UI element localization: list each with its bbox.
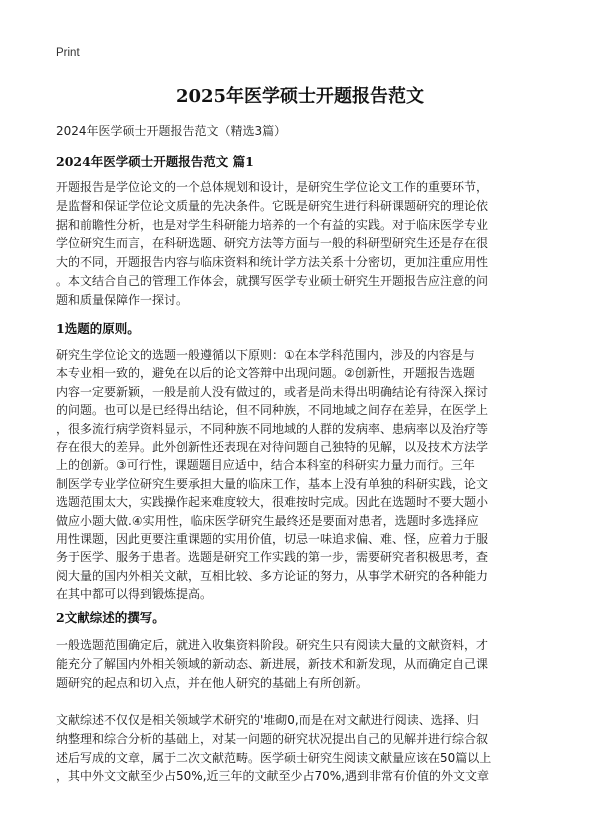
- section-heading: 2024年医学硕士开题报告范文 篇1: [56, 154, 254, 169]
- text-line: 用性课题，因此更要注重课题的实用价值，切忌一味追求偏、难、怪，应着力于服: [56, 531, 489, 546]
- text-line: 的问题。也可以是已经得出结论，但不同种族，不同地域之间存在差异，在医学上: [56, 403, 489, 418]
- text-line: 研究生学位论文的选题一般遵循以下原则：①在本学科范围内，涉及的内容是与: [56, 348, 475, 362]
- heading-literature-review: 2文献综述的撰写。: [56, 610, 165, 625]
- literature-paragraph-1: [56, 636, 561, 692]
- text-line: 纳整理和综合分析的基础上，对某一问题的研究状况提出自己的见解并进行综合叙: [56, 731, 489, 746]
- selection-paragraph: [56, 346, 561, 603]
- text-line: 题和质量保障作一探讨。: [56, 292, 189, 307]
- text-line: 在其中都可以得到锻炼提高。: [56, 587, 213, 602]
- text-line: ，其中外文文献至少占50%,近三年的文献至少占70%,遇到非常有价值的外文文章: [56, 769, 489, 784]
- text-line: 大的不同，开题报告内容与临床资料和统计学方法关系十分密切，更加注重应用性: [56, 255, 489, 270]
- text-line: 做应小题大做.④实用性，临床医学研究生最终还是要面对患者，选题时多选择应: [56, 513, 479, 528]
- text-line: 据和前瞻性分析，也是对学生科研能力培养的一个有益的实践。对于临床医学专业: [56, 217, 489, 232]
- text-line: 阅大量的国内外相关文献，互相比较、多方论证的努力，从事学术研究的各种能力: [56, 568, 489, 583]
- text-line: 。本文结合自己的管理工作体会，就撰写医学专业硕士研究生开题报告应注意的问: [56, 273, 489, 288]
- text-line: 上的创新。③可行性，课题题目应适中，结合本科室的科研实力量力而行。三年: [56, 458, 475, 473]
- text-line: 一般选题范围确定后，就进入收集资料阶段。研究生只有阅读大量的文献资料，才: [56, 638, 489, 652]
- text-line: 述后写成的文章，属于二次文献范畴。医学硕士研究生阅读文献量应该在50篇以上: [56, 750, 492, 765]
- page-title: 2025年医学硕士开题报告范文: [175, 86, 425, 107]
- text-line: 学位研究生而言，在科研选题、研究方法等方面与一般的科研型研究生还是存在很: [56, 236, 489, 251]
- subtitle: 2024年医学硕士开题报告范文（精选3篇）: [56, 124, 287, 138]
- text-line: 开题报告是学位论文的一个总体规划和设计，是研究生学位论文工作的重要环节，: [56, 180, 489, 194]
- text-line: 本专业相一致的，避免在以后的论文答辩中出现问题。②创新性，开题报告选题: [56, 366, 475, 381]
- text-line: 务于医学、服务于患者。选题是研究工作实践的第一步，需要研究者积极思考，查: [56, 550, 489, 565]
- literature-paragraph-2: [56, 711, 561, 786]
- text-line: ，很多流行病学资料显示，不同种族不同地域的人群的发病率、患病率以及治疗等: [56, 421, 489, 436]
- print-link[interactable]: Print: [56, 47, 80, 59]
- text-line: 题研究的起点和切入点，并在他人研究的基础上有所创新。: [56, 675, 369, 690]
- text-line: 选题范围太大，实践操作起来难度较大，很难按时完成。因此在选题时不要大题小: [56, 495, 489, 510]
- heading-selection-principles: 1选题的原则。: [56, 321, 140, 336]
- text-line: 制医学专业学位研究生要承担大量的临床工作，基本上没有单独的科研实践，论文: [56, 476, 489, 491]
- text-line: 是监督和保证学位论文质量的先决条件。它既是研究生进行科研课题研究的理论依: [56, 198, 489, 213]
- text-line: 存在很大的差异。此外创新性还表现在对待问题自己独特的见解，以及技术方法学: [56, 439, 489, 454]
- intro-paragraph: [56, 178, 561, 310]
- text-line: 能充分了解国内外相关领域的新动态、新进展，新技术和新发现，从而确定自己课: [56, 656, 489, 671]
- text-line: 文献综述不仅仅是相关领域学术研究的'堆砌0,而是在对文献进行阅读、选择、归: [56, 713, 479, 727]
- text-line: 内容一定要新颖，一般是前人没有做过的，或者是尚未得出明确结论有待深入探讨: [56, 384, 489, 399]
